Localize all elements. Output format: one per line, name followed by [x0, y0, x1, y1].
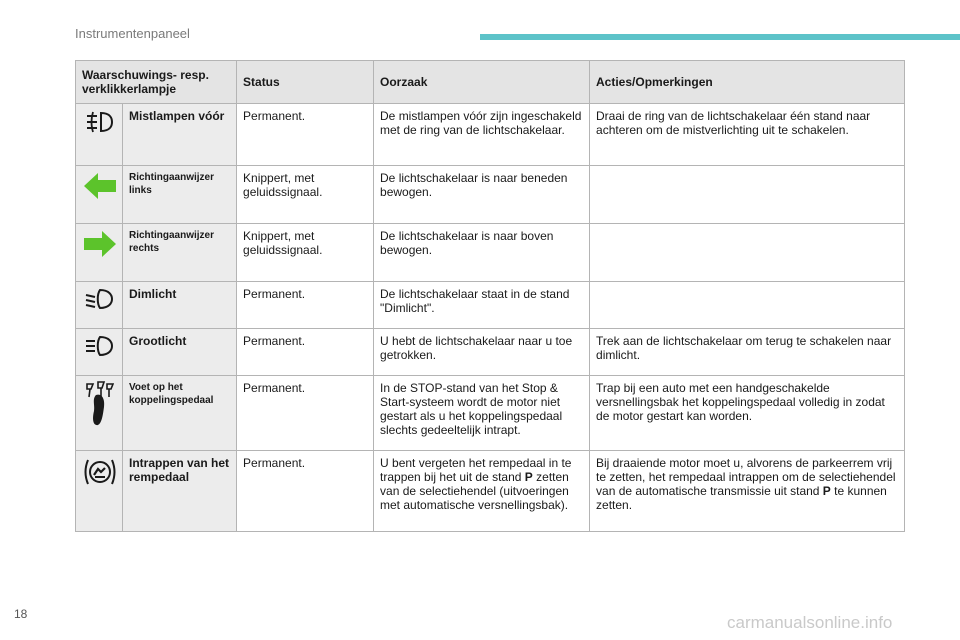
warning-lamps-table	[75, 60, 905, 532]
lamp-label: Dimlicht	[123, 282, 237, 329]
turn-signal-left-icon	[82, 171, 116, 201]
table-row	[76, 166, 905, 224]
cause-cell: In de STOP-stand van het Stop & Start-systeem wordt de motor niet gestart als u het koppelingspedaal slechts gedeeltelijk intrapt.	[374, 376, 590, 451]
gear-position-p: P	[822, 484, 831, 498]
table-row	[76, 329, 905, 376]
column-header-lamp: Waarschuwings- resp. verklikkerlampje	[76, 61, 237, 104]
cause-cell: De lichtschakelaar is naar boven bewogen.	[374, 224, 590, 282]
status-cell: Permanent.	[237, 329, 374, 376]
cause-cell: De mistlampen vóór zijn ingeschakeld met de ring van de lichtschakelaar.	[374, 104, 590, 166]
table-header-row	[76, 61, 905, 104]
column-header-status: Status	[237, 61, 374, 104]
column-header-actions: Acties/Opmerkingen	[590, 61, 905, 104]
watermark: carmanualsonline.info	[727, 613, 893, 632]
cause-cell: De lichtschakelaar staat in de stand "Dimlicht".	[374, 282, 590, 329]
cause-text: zetten van de selectiehendel (uitvoeringen met automatische versnellingsbak).	[380, 470, 569, 512]
turn-signal-right-icon	[82, 229, 116, 259]
table-row	[76, 376, 905, 451]
action-cell	[590, 224, 905, 282]
lamp-label: Intrappen van het rempedaal	[123, 451, 237, 532]
foot-on-clutch-icon	[82, 381, 116, 427]
header-accent-bar	[480, 34, 960, 40]
action-cell: Trap bij een auto met een handgeschakelde versnellingsbak het koppelingspedaal volledig in zodat de motor gestart kan worden.	[590, 376, 905, 451]
status-cell: Permanent.	[237, 451, 374, 532]
cause-cell: U hebt de lichtschakelaar naar u toe getrokken.	[374, 329, 590, 376]
lamp-label: Mistlampen vóór	[123, 104, 237, 166]
action-cell	[590, 166, 905, 224]
table-row	[76, 104, 905, 166]
cause-cell: De lichtschakelaar is naar beneden bewogen.	[374, 166, 590, 224]
action-text: te kunnen zetten.	[596, 484, 887, 512]
status-cell: Permanent.	[237, 376, 374, 451]
front-fog-lamp-icon	[82, 109, 116, 135]
action-text: Bij draaiende motor moet u, alvorens de parkeerrem vrij te zetten, het rempedaal intrappen om de selectiehendel van de automatische transmissie uit stand	[596, 456, 896, 498]
page-number: 18	[14, 607, 28, 621]
cause-text: U bent vergeten het rempedaal in te trappen bij het uit de stand	[380, 456, 572, 484]
main-beam-icon	[82, 334, 116, 358]
lamp-label: Richtingaanwijzer links	[123, 166, 237, 224]
lamp-label: Richtingaanwijzer rechts	[123, 224, 237, 282]
status-cell: Permanent.	[237, 282, 374, 329]
cause-cell	[374, 451, 590, 532]
status-cell: Knippert, met geluidssignaal.	[237, 166, 374, 224]
action-cell	[590, 282, 905, 329]
lamp-label: Voet op het koppelingspedaal	[123, 376, 237, 451]
column-header-cause: Oorzaak	[374, 61, 590, 104]
table-row	[76, 282, 905, 329]
gear-position-p: P	[524, 470, 533, 484]
status-cell: Knippert, met geluidssignaal.	[237, 224, 374, 282]
action-cell: Draai de ring van de lichtschakelaar één stand naar achteren om de mistverlichting uit te schakelen.	[590, 104, 905, 166]
table-row	[76, 451, 905, 532]
action-cell	[590, 451, 905, 532]
status-cell: Permanent.	[237, 104, 374, 166]
section-title: Instrumentenpaneel	[75, 26, 190, 41]
table-row	[76, 224, 905, 282]
action-cell: Trek aan de lichtschakelaar om terug te schakelen naar dimlicht.	[590, 329, 905, 376]
dipped-beam-icon	[82, 287, 116, 311]
lamp-label: Grootlicht	[123, 329, 237, 376]
depress-brake-pedal-icon	[82, 456, 116, 488]
